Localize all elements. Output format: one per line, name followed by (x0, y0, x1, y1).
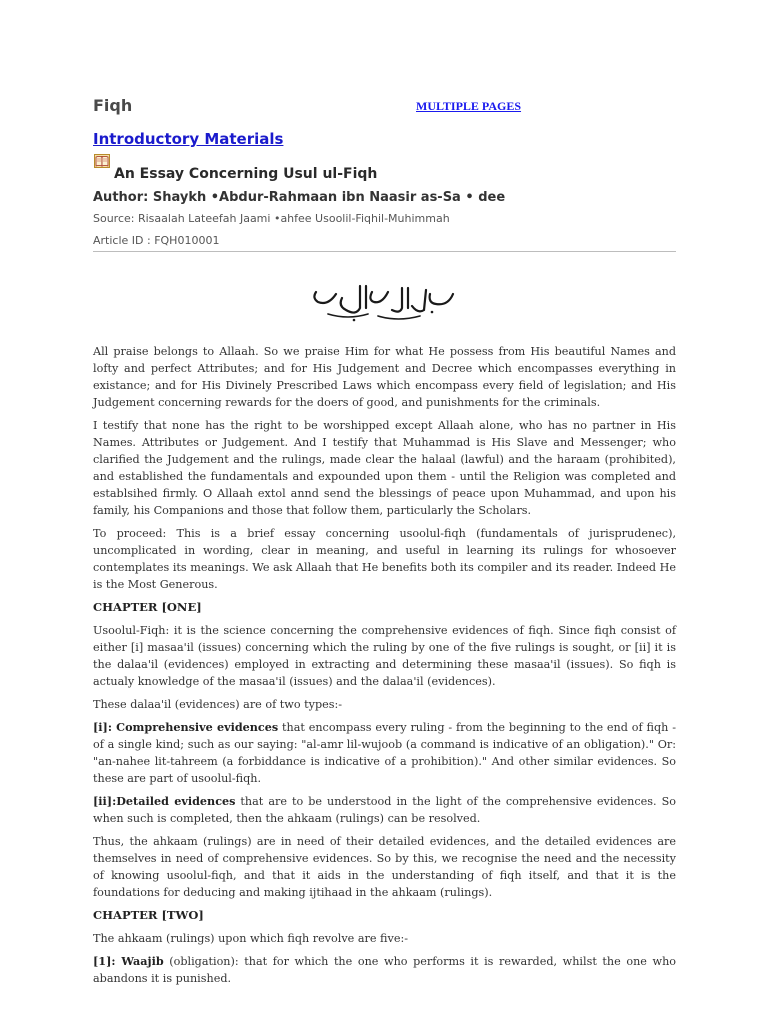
paragraph (93, 793, 676, 827)
term-text: that are to be understood in the light of the comprehensive evidences. So when such is completed, then the ahkaam (rulings) can be resolved. (93, 795, 676, 825)
paragraph: The ahkaam (rulings) upon which fiqh revolve are five:- (93, 932, 408, 945)
category-link[interactable]: Introductory Materials (93, 130, 284, 148)
article-id: Article ID : FQH010001 (93, 234, 220, 247)
term-label: [i]: Comprehensive evidences (93, 720, 279, 734)
article-body (93, 343, 676, 993)
paragraph: I testify that none has the right to be worshipped except Allaah alone, who has no partner in His Names. Attributes or Judgement. And I testify that Muhammad is His Slave and Messenger; who clarified the Judgement and the rulings, made clear the halaal (lawful) and the haraam (prohibited), and established the fundamentals and expounded upon them - until the Religion was completed and establsihed firmly. O Allaah extol annd send the blessings of peace upon Muhammad, and upon his family, his Companions and those that follow them, particularly the Scholars. (93, 419, 676, 517)
term-text: that encompass every ruling - from the beginning to the end of fiqh - of a single kind; such as our saying: "al-amr lil-wujoob (a command is indicative of an obligation)." Or: "an-nahee lit-tahreem (a forbiddance is indicative of a prohibition)." And other similar evidences. So these are part of usoolul-fiqh. (93, 721, 676, 785)
multiple-pages-link[interactable]: MULTIPLE PAGES (416, 99, 522, 113)
chapter-heading: CHAPTER [ONE] (93, 600, 202, 614)
chapter-heading: CHAPTER [TWO] (93, 908, 204, 922)
term-label: [ii]:Detailed evidences (93, 794, 236, 808)
term-label: [1]: Waajib (93, 954, 164, 968)
paragraph: Thus, the ahkaam (rulings) are in need of their detailed evidences, and the detailed evidences are themselves in need of comprehensive evidences. So by this, we recognise the need and the necessity of knowing usoolul-fiqh, and that it aids in the understanding of fiqh itself, and that it is the foundations for deducing and making ijtihaad in the ahkaam (rulings). (93, 835, 676, 899)
paragraph: All praise belongs to Allaah. So we praise Him for what He possess from His beautiful Names and lofty and perfect Attributes; and for His Judgement and Decree which encompasses everything in existance; and for His Divinely Prescribed Laws which encompass every field of legislation; and His Judgement concerning rewards for the doers of good, and punishments for the criminals. (93, 345, 676, 409)
divider (93, 251, 676, 252)
section-title: Fiqh (93, 96, 133, 115)
paragraph (93, 953, 676, 987)
article-author: Author: Shaykh •Abdur-Rahmaan ibn Naasir as-Sa • dee (93, 190, 506, 205)
article-source: Source: Risaalah Lateefah Jaami •ahfee Usoolil-Fiqhil-Muhimmah (93, 212, 450, 225)
paragraph: Usoolul-Fiqh: it is the science concerning the comprehensive evidences of fiqh. Since fiqh consist of either [i] masaa'il (issues) concerning which the ruling by one of the five rulings is sought, or [ii] it is the dalaa'il (evidences) employed in extracting and determining these masaa'il (issues). So fiqh is actualy knowledge of the masaa'il (issues) and the dalaa'il (evidences). (93, 624, 676, 688)
book-icon[interactable] (94, 154, 110, 168)
paragraph (93, 719, 676, 787)
paragraph: To proceed: This is a brief essay concerning usoolul-fiqh (fundamentals of jurisprudenec), uncomplicated in wording, clear in meaning, and useful in learning its rulings for whosoever contemplates its meanings. We ask Allaah that He benefits both its compiler and its reader. Indeed He is the Most Generous. (93, 527, 676, 591)
basmala-calligraphy (308, 276, 458, 326)
page-header (93, 92, 676, 116)
term-text: (obligation): that for which the one who performs it is rewarded, whilst the one who abandons it is punished. (93, 955, 677, 985)
article-title: An Essay Concerning Usul ul-Fiqh (114, 166, 378, 182)
paragraph: These dalaa'il (evidences) are of two types:- (93, 698, 343, 711)
